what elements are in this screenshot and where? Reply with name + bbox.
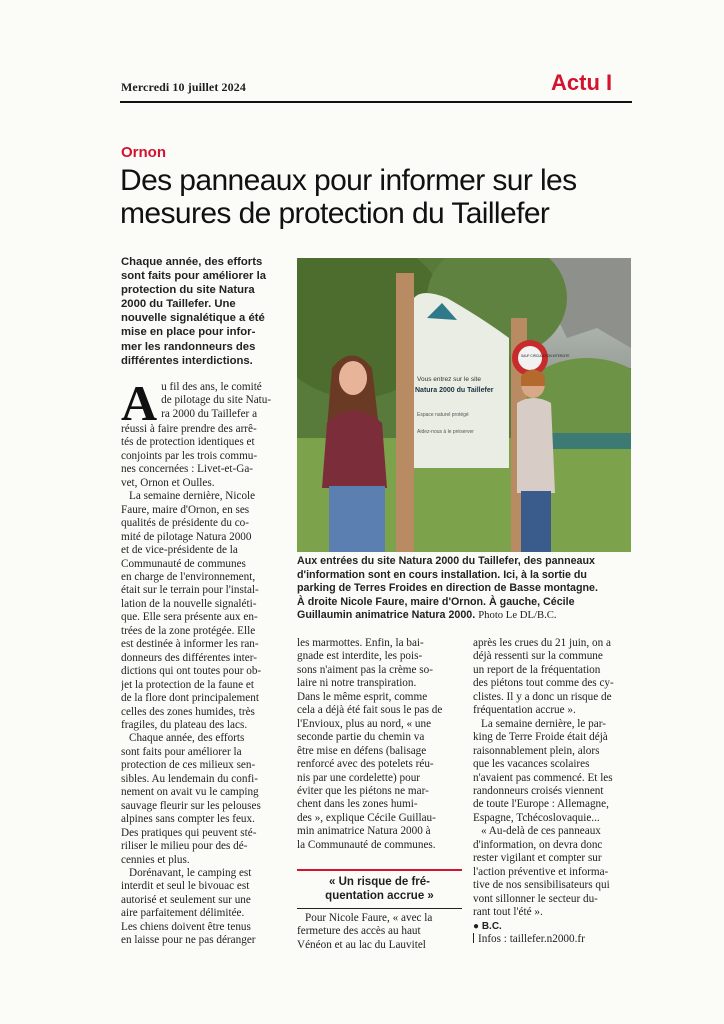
body-line: protection de ces milieux sen- bbox=[121, 759, 256, 772]
body-line: en laisse pour ne pas déranger bbox=[121, 934, 256, 947]
body-line: trées de la zone protégée. Elle bbox=[121, 624, 256, 637]
body-line: conjoints par les trois commu- bbox=[121, 449, 258, 462]
body-line: et de vice-présidente de la bbox=[121, 544, 238, 557]
body-line: tés de protection identiques et bbox=[121, 436, 255, 449]
body-line: dictions qui ont toutes pour ob- bbox=[121, 665, 262, 678]
body-line: riliser le milieu pour des dé- bbox=[121, 840, 248, 853]
body-line: sont faits pour améliorer la bbox=[121, 745, 242, 758]
body-line: laire ni notre transpiration. bbox=[297, 677, 417, 690]
body-line: raisonnablement plein, alors bbox=[473, 744, 600, 757]
subheading-line: « Un risque de fré- bbox=[329, 876, 430, 888]
body-line: Faure, maire d'Ornon, en ses bbox=[121, 503, 250, 516]
body-line: jet la protection de la faune et bbox=[121, 678, 254, 691]
body-line: rester vigilant et compter sur bbox=[473, 852, 602, 865]
subheading-box bbox=[297, 869, 462, 909]
body-line: mité de pilotage Natura 2000 bbox=[121, 530, 252, 543]
sign-text-3: Espace naturel protégé bbox=[417, 412, 469, 418]
body-line: aire parfaitement délimitée. bbox=[121, 907, 245, 920]
body-line: Chaque année, des efforts bbox=[129, 732, 245, 745]
body-line: après les crues du 21 juin, on a bbox=[473, 637, 611, 649]
body-line: cennies et plus. bbox=[121, 853, 190, 866]
body-line: que. Elle sera présente aux en- bbox=[121, 611, 258, 624]
body-line: Communauté de communes bbox=[121, 557, 246, 570]
body-column-2-after bbox=[297, 912, 463, 952]
author-signature: ● B.C. bbox=[473, 920, 502, 932]
lead-line: protection du site Natura bbox=[121, 284, 255, 297]
body-line: sauvage fleurir sur les pelouses bbox=[121, 799, 261, 812]
body-line: Des pratiques qui peuvent sté- bbox=[121, 826, 257, 839]
caption-line: Aux entrées du site Natura 2000 du Taillefer, des panneaux bbox=[297, 555, 595, 567]
article-lead bbox=[121, 255, 286, 368]
body-line: un report de la fréquentation bbox=[473, 663, 601, 676]
body-line: nes concernées : Livet-et-Ga- bbox=[121, 463, 254, 476]
headline-line-2: mesures de protection du Taillefer bbox=[120, 197, 550, 230]
body-line: interdit et seul le bivouac est bbox=[121, 880, 250, 893]
body-line: des piétons tout comme des cy- bbox=[473, 677, 614, 690]
body-line: Pour Nicole Faure, « avec la bbox=[305, 912, 433, 924]
body-line: éviter que les piétons ne mar- bbox=[297, 784, 429, 797]
article-headline bbox=[120, 164, 640, 230]
body-line: Espagne, Tchécoslovaquie... bbox=[473, 811, 600, 824]
subheading-line: quentation accrue » bbox=[325, 890, 434, 902]
body-line: u fil des ans, le comité bbox=[161, 381, 262, 393]
headline-line-1: Des panneaux pour informer sur les bbox=[120, 164, 577, 197]
caption-line: d'information sont en cours installation. Ici, à la sortie du bbox=[297, 568, 587, 581]
body-line: vet, Ornon et Oulles. bbox=[121, 476, 215, 489]
body-line: des », explique Cécile Guillau- bbox=[297, 811, 436, 824]
body-line: seconde partie du chemin va bbox=[297, 731, 425, 744]
caption-last-line: Guillaumin animatrice Natura 2000. bbox=[297, 609, 476, 621]
section-label: Actu I bbox=[551, 70, 613, 95]
body-line: clistes. Il y a donc un risque de bbox=[473, 690, 612, 703]
opening-paragraph bbox=[121, 375, 291, 490]
body-column-2 bbox=[297, 637, 460, 852]
sign-text-4: Aidez-nous à le préserver bbox=[417, 429, 474, 435]
body-line: sibles. Au lendemain du confi- bbox=[121, 772, 259, 785]
body-line: est destinée à informer les ran- bbox=[121, 638, 259, 651]
body-line: de la flore dont principalement bbox=[121, 692, 259, 705]
body-line: d'information, on devra donc bbox=[473, 838, 603, 851]
caption-line: parking de Terres Froides en direction de Basse montagne. bbox=[297, 582, 598, 594]
body-line: ra 2000 du Taillefer a bbox=[161, 407, 258, 420]
lead-line: différentes interdictions. bbox=[121, 354, 253, 367]
body-line: déjà ressenti sur la commune bbox=[473, 650, 603, 663]
lead-line: mise en place pour infor- bbox=[121, 326, 256, 339]
body-line: nement on avait vu le camping bbox=[121, 786, 259, 799]
lead-line: 2000 du Taillefer. Une bbox=[121, 298, 236, 311]
body-line: alpines sans compter les feux. bbox=[121, 813, 255, 826]
caption-line: À droite Nicole Faure, maire d'Ornon. À gauche, Cécile bbox=[297, 595, 575, 608]
sign-post-left bbox=[396, 273, 414, 552]
body-line: fréquentation accrue ». bbox=[473, 704, 576, 717]
caption-line bbox=[297, 609, 637, 623]
road-sign-text: SAUF CIRCULATION INTERDITE bbox=[521, 354, 570, 358]
body-line: fragiles, du plateau des lacs. bbox=[121, 718, 248, 731]
body-line: min animatrice Natura 2000 à bbox=[297, 825, 431, 838]
body-line: Les chiens doivent être tenus bbox=[121, 920, 251, 933]
infos-line bbox=[473, 933, 638, 946]
body-line: chent dans les zones humi- bbox=[297, 798, 418, 811]
body-line: de toute l'Europe : Allemagne, bbox=[473, 798, 609, 811]
body-line: renforcé avec des potelets réu- bbox=[297, 758, 434, 771]
body-line: l'action préventive et informa- bbox=[473, 865, 609, 878]
body-line: La semaine dernière, le par- bbox=[481, 717, 606, 730]
article-photo bbox=[297, 258, 631, 552]
body-line: sons n'aiment pas la crème so- bbox=[297, 663, 433, 676]
body-line: lation de la nouvelle signaléti- bbox=[121, 597, 257, 610]
infos-link[interactable]: Infos : taillefer.n2000.fr bbox=[478, 932, 585, 945]
body-line: la Communauté de communes. bbox=[297, 838, 436, 851]
body-line: Dorénavant, le camping est bbox=[129, 866, 252, 879]
body-line: La semaine dernière, Nicole bbox=[129, 490, 256, 503]
body-line: randonneurs croisés viennent bbox=[473, 784, 604, 797]
body-line: rant tout l'été ». bbox=[473, 906, 543, 919]
lead-line: Chaque année, des efforts bbox=[121, 256, 263, 268]
body-line: cela a déjà été fait sous le pas de bbox=[297, 704, 443, 717]
photo-credit: Photo Le DL/B.C. bbox=[478, 609, 557, 621]
body-line: nis par une cordelette) pour bbox=[297, 771, 421, 784]
body-line: king de Terre Froide était déjà bbox=[473, 731, 608, 744]
body-line: vont sillonner le secteur du- bbox=[473, 892, 598, 905]
infos-bar bbox=[473, 933, 474, 943]
body-line: que les vacances scolaires bbox=[473, 758, 590, 771]
body-line: fermeture des accès au haut bbox=[297, 925, 421, 938]
lead-line: sont faits pour améliorer la bbox=[121, 270, 267, 283]
body-line: autorisé et seulement sur une bbox=[121, 893, 251, 906]
body-line: celles des zones humides, très bbox=[121, 705, 255, 718]
body-line: Vénéon et au lac du Lauvitel bbox=[297, 938, 426, 951]
drop-cap: A bbox=[121, 375, 158, 431]
body-line: qualités de présidente du co- bbox=[121, 517, 249, 530]
body-line: Dans le même esprit, comme bbox=[297, 690, 428, 703]
sign-text-1: Vous entrez sur le site bbox=[417, 376, 481, 383]
header-rule bbox=[120, 101, 632, 103]
body-line: tive de nos sensibilisateurs qui bbox=[473, 879, 610, 892]
issue-date: Mercredi 10 juillet 2024 bbox=[121, 80, 246, 94]
body-column-3 bbox=[473, 637, 638, 946]
body-line: donneurs des différentes inter- bbox=[121, 651, 257, 664]
body-line: était sur le terrain pour l'instal- bbox=[121, 584, 259, 597]
lead-line: nouvelle signalétique a été bbox=[121, 312, 265, 325]
body-line: en charge de l'environnement, bbox=[121, 570, 256, 583]
photo-caption bbox=[297, 555, 637, 623]
body-column-1 bbox=[121, 375, 291, 948]
body-line: « Au-delà de ces panneaux bbox=[481, 825, 601, 838]
body-line: les marmottes. Enfin, la bai- bbox=[297, 637, 424, 649]
body-line: gnade est interdite, les pois- bbox=[297, 650, 423, 663]
body-line: n'avaient pas commencé. Et les bbox=[473, 771, 613, 784]
body-line: réussi à faire prendre des arrê- bbox=[121, 423, 257, 435]
body-line: l'Envioux, plus au nord, « une bbox=[297, 717, 432, 730]
body-line: être mise en défens (balisage bbox=[297, 744, 427, 757]
body-line: de pilotage du site Natu- bbox=[161, 394, 272, 407]
sign-text-2: Natura 2000 du Taillefer bbox=[415, 387, 494, 394]
lead-line: mer les randonneurs des bbox=[121, 340, 256, 353]
photo-illustration bbox=[297, 258, 631, 552]
article-kicker: Ornon bbox=[121, 144, 166, 161]
